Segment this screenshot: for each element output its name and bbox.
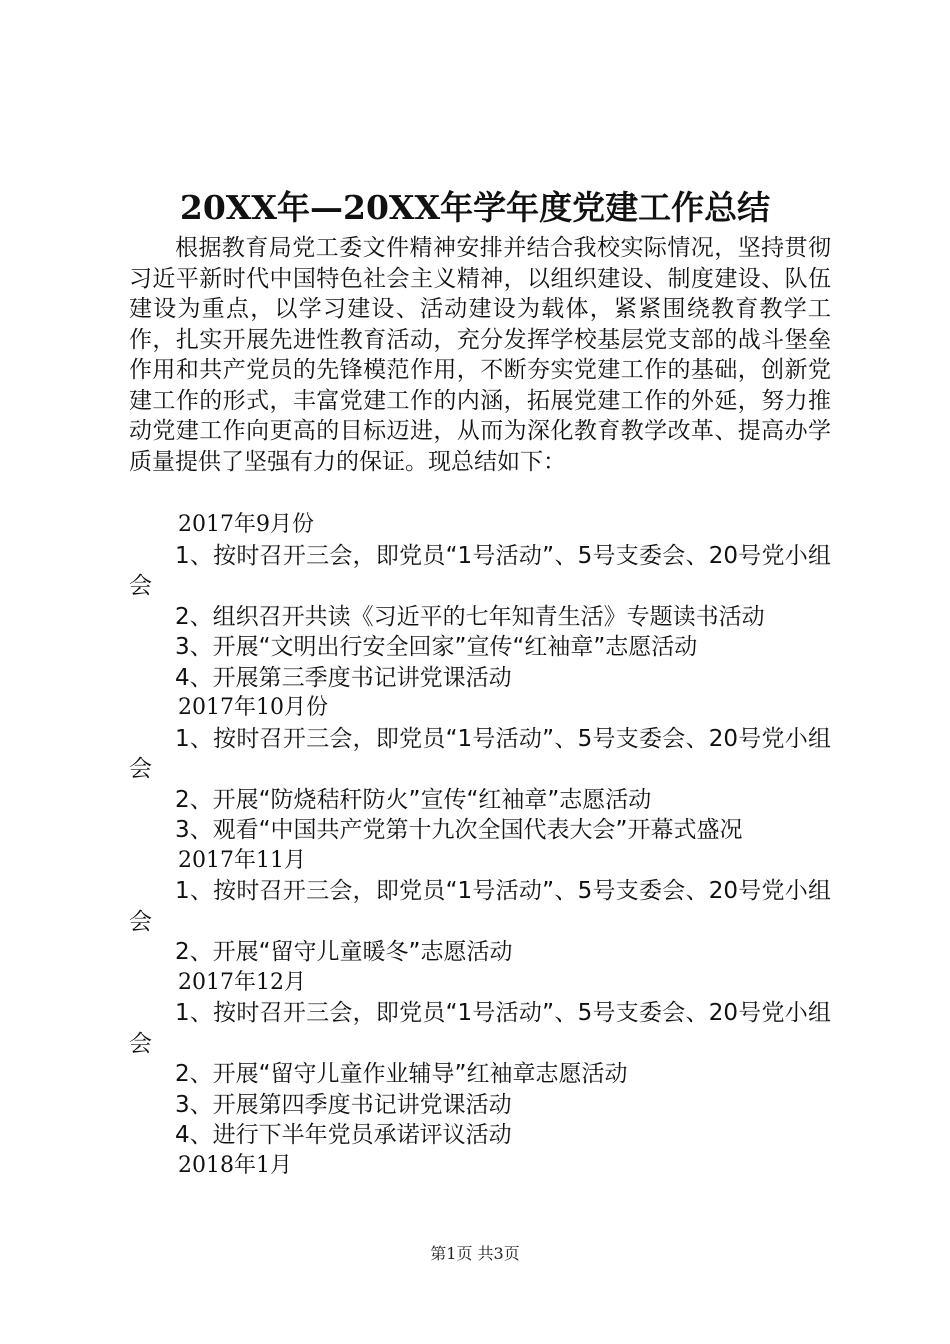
section-month: 2017年12月	[178, 969, 306, 995]
section-month: 2017年10月份	[178, 695, 328, 720]
page-footer: 第1页 共3页	[430, 1244, 520, 1263]
section-item: 1、按时召开三会，即党员“1号活动”、5号支委会、20号党小组会	[129, 1000, 831, 1057]
section-month: 2017年11月	[178, 847, 306, 873]
intro-paragraph: 根据教育局党工委文件精神安排并结合我校实际情况，坚持贯彻习近平新时代中国特色社会主义精神，以组织建设、制度建设、队伍建设为重点，以学习建设、活动建设为载体，紧紧围绕教育教学工作，扎实开展先进性教育活动，充分发挥学校基层党支部的战斗堡垒作用和共产党员的先锋模范作用，不断夯实党建工作的基础，创新党建工作的形式，丰富党建工作的内涵，拓展党建工作的外延，努力推动党建工作向更高的目标迈进，从而为深化教育教学改革、提高办学质量提供了坚强有力的保证。现总结如下：	[129, 235, 831, 475]
section-item: 2、组织召开共读《习近平的七年知青生活》专题读书活动	[175, 603, 765, 630]
section-month: 2017年9月份	[178, 512, 314, 537]
section-item: 4、开展第三季度书记讲党课活动	[175, 664, 512, 691]
section-item: 4、进行下半年党员承诺评议活动	[175, 1122, 512, 1148]
section-item: 3、观看“中国共产党第十九次全国代表大会”开幕式盛况	[175, 817, 743, 843]
section-month: 2018年1月	[178, 1152, 292, 1178]
section-2017-12	[129, 968, 831, 1151]
section-item: 3、开展第四季度书记讲党课活动	[175, 1091, 512, 1118]
section-2017-10	[129, 693, 831, 846]
section-item: 1、按时召开三会，即党员“1号活动”、5号支委会、20号党小组会	[129, 725, 831, 782]
section-2017-09	[129, 510, 831, 693]
section-item: 2、开展“防烧秸秆防火”宣传“红袖章”志愿活动	[175, 786, 652, 813]
section-item: 1、按时召开三会，即党员“1号活动”、5号支委会、20号党小组会	[129, 542, 831, 599]
monthly-sections	[129, 510, 831, 1181]
section-item: 1、按时召开三会，即党员“1号活动”、5号支委会、20号党小组会	[129, 878, 831, 935]
section-2017-11	[129, 846, 831, 968]
document-title: 20XX年—20XX年学年度党建工作总结	[179, 188, 771, 227]
section-item: 2、开展“留守儿童作业辅导”红袖章志愿活动	[175, 1061, 628, 1087]
section-item: 2、开展“留守儿童暖冬”志愿活动	[175, 939, 513, 965]
section-item: 3、开展“文明出行安全回家”宣传“红袖章”志愿活动	[175, 634, 698, 660]
section-2018-01	[129, 1151, 831, 1182]
